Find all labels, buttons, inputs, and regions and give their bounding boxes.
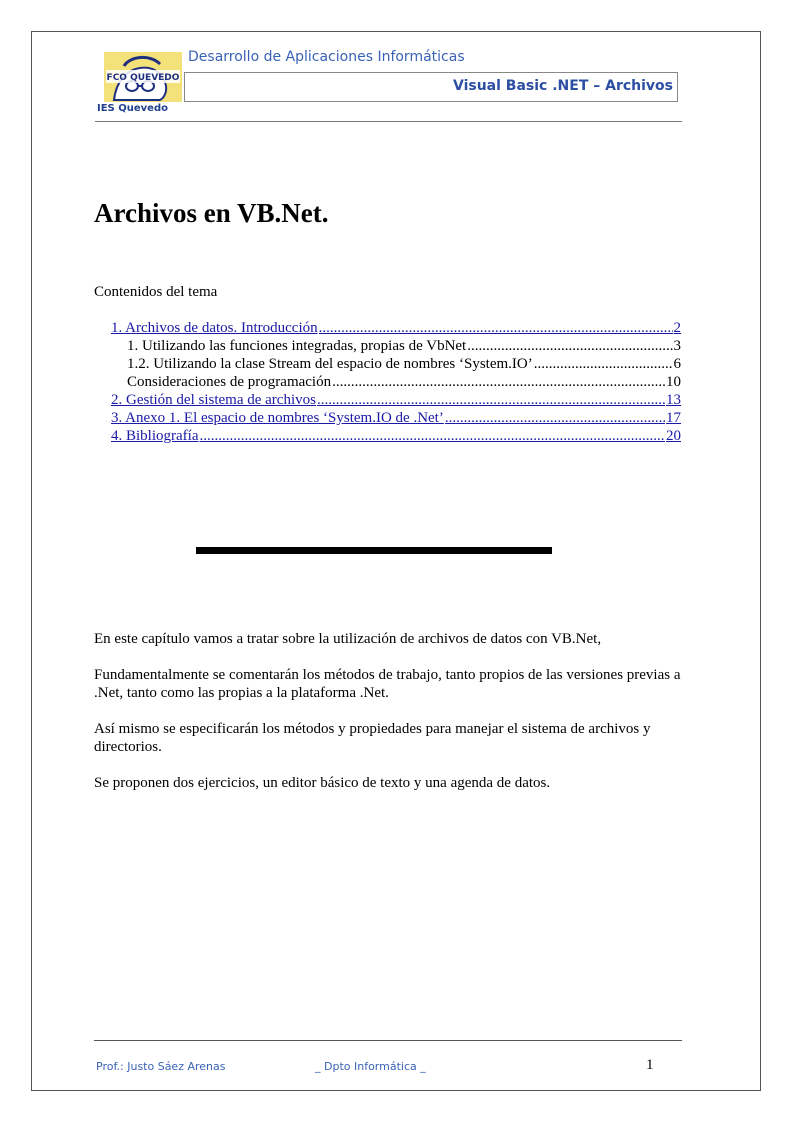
toc-entry-bibliografia[interactable]: [111, 427, 681, 445]
toc-entry-page: 17: [666, 410, 681, 426]
separator-bar: [196, 547, 552, 554]
page-number: 1: [646, 1057, 654, 1073]
footer-author: Prof.: Justo Sáez Arenas: [96, 1060, 226, 1073]
toc-entry-text: 1.2. Utilizando la clase Stream del espacio de nombres ‘System.IO’: [127, 356, 533, 372]
toc-entry-archivos-datos[interactable]: [111, 319, 681, 337]
table-of-contents: [111, 319, 681, 445]
toc-leader: [534, 355, 673, 373]
toc-entry-consideraciones: [111, 373, 681, 391]
course-title: Desarrollo de Aplicaciones Informáticas: [188, 49, 465, 65]
toc-entry-page: 6: [673, 356, 681, 372]
toc-entry-text: 4. Bibliografía: [111, 428, 199, 444]
toc-entry-text: 1. Utilizando las funciones integradas, propias de VbNet: [127, 338, 467, 354]
school-logo: [104, 52, 182, 102]
body-text: [94, 630, 684, 810]
toc-entry-page: 20: [666, 428, 681, 444]
toc-leader: [467, 337, 672, 355]
document-title: Archivos en VB.Net.: [94, 198, 329, 228]
toc-leader: [445, 409, 665, 427]
paragraph: Así mismo se especificarán los métodos y propiedades para manejar el sistema de archivos y directorios.: [94, 721, 651, 755]
toc-leader: [199, 427, 665, 445]
header-rule: [95, 121, 682, 122]
toc-entry-gestion-sistema[interactable]: [111, 391, 681, 409]
paragraph: En este capítulo vamos a tratar sobre la utilización de archivos de datos con VB.Net,: [94, 631, 602, 647]
toc-entry-funciones-integradas: [111, 337, 681, 355]
toc-entry-text: 3. Anexo 1. El espacio de nombres ‘System.IO de .Net’: [111, 410, 444, 426]
toc-entry-text: Consideraciones de programación: [127, 374, 332, 390]
toc-leader: [319, 319, 673, 337]
topic-box: [184, 72, 678, 102]
school-name: IES Quevedo: [97, 103, 168, 114]
toc-leader: [317, 391, 665, 409]
toc-entry-page: 13: [666, 392, 681, 408]
paragraph: Fundamentalmente se comentarán los métodos de trabajo, tanto propios de las versiones previas a .Net, tanto como las propias a la plataforma .Net.: [94, 667, 681, 701]
toc-leader: [332, 373, 665, 391]
page-frame: [31, 31, 761, 1091]
toc-entry-page: 3: [673, 338, 681, 354]
toc-heading: Contenidos del tema: [94, 284, 218, 300]
toc-entry-clase-stream: [111, 355, 681, 373]
toc-entry-page: 2: [673, 320, 681, 336]
footer-rule: [94, 1040, 682, 1041]
toc-entry-text: 2. Gestión del sistema de archivos: [111, 392, 316, 408]
footer-department: _ Dpto Informática _: [315, 1060, 426, 1073]
toc-entry-anexo[interactable]: [111, 409, 681, 427]
toc-entry-page: 10: [666, 374, 681, 390]
topic-title: Visual Basic .NET – Archivos: [452, 78, 673, 94]
toc-entry-text: 1. Archivos de datos. Introducción: [111, 320, 318, 336]
logo-text: FCO QUEVEDO: [106, 73, 180, 83]
paragraph: Se proponen dos ejercicios, un editor básico de texto y una agenda de datos.: [94, 775, 551, 791]
